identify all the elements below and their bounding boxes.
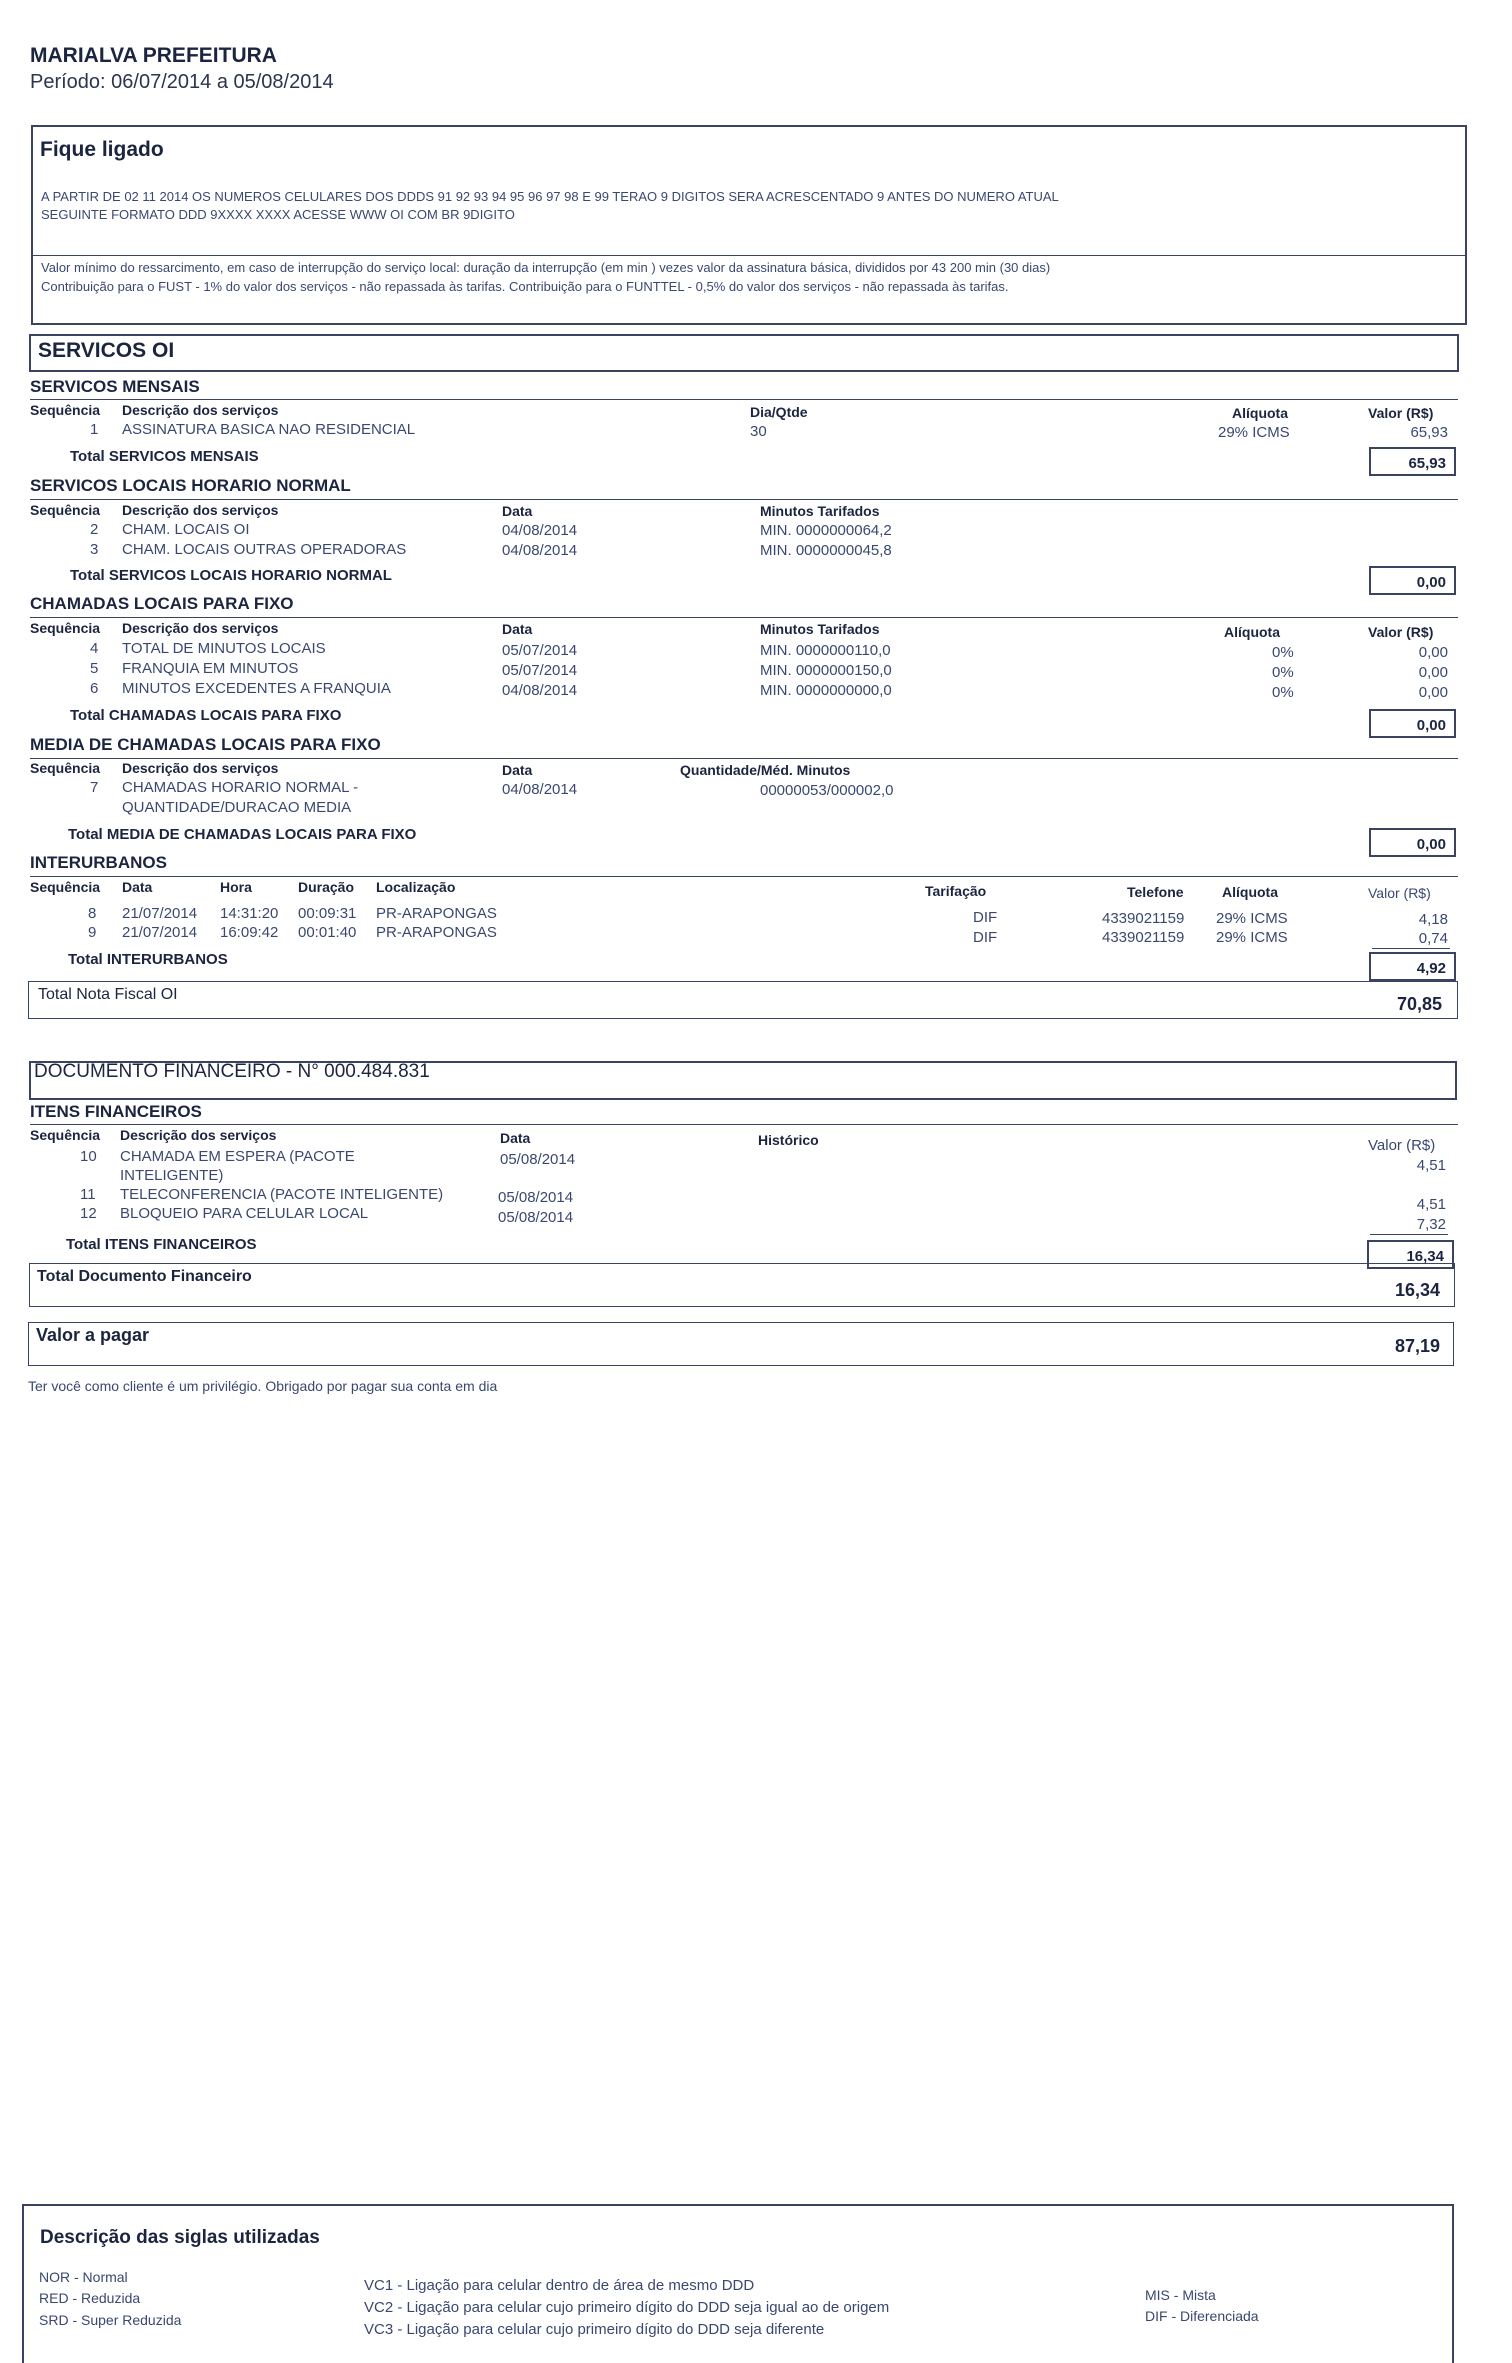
col-header-seq: Sequência (30, 620, 101, 636)
row-localizacao: PR-ARAPONGAS (376, 905, 497, 922)
row-dia: 30 (750, 423, 767, 440)
row-duracao: 00:09:31 (298, 905, 357, 922)
sigla-dif: DIF - Diferenciada (1145, 2308, 1259, 2324)
row-data: 04/08/2014 (502, 542, 578, 559)
row-valor: 0,74 (1418, 930, 1448, 947)
row-seq: 10 (80, 1148, 97, 1165)
sum-underline (1372, 948, 1450, 949)
itens-financeiros-title: ITENS FINANCEIROS (30, 1102, 202, 1121)
col-header-minutos: Minutos Tarifados (760, 621, 880, 637)
divider (30, 1124, 1458, 1125)
notice-line-4: Contribuição para o FUST - 1% do valor dos serviços - não repassada às tarifas. Contribuição para o FUNTTEL - 0,5% do valor dos serviços - não repassada às tarifas. (41, 279, 1009, 294)
row-duracao: 00:01:40 (298, 924, 357, 941)
col-header-seq: Sequência (30, 1127, 101, 1143)
thanks-message: Ter você como cliente é um privilégio. Obrigado por pagar sua conta em dia (28, 1378, 498, 1394)
total-label-locais: Total SERVICOS LOCAIS HORARIO NORMAL (70, 567, 392, 584)
row-aliquota: 0% (1272, 664, 1294, 681)
row-aliquota: 0% (1272, 644, 1294, 661)
col-header-valor: Valor (R$) (1368, 885, 1431, 901)
row-seq: 5 (90, 660, 99, 677)
row-seq: 6 (90, 680, 99, 697)
row-tarifacao: DIF (973, 909, 998, 926)
row-desc: FRANQUIA EM MINUTOS (122, 660, 299, 677)
col-header-data: Data (502, 621, 533, 637)
valor-a-pagar-value: 87,19 (1394, 1336, 1440, 1356)
row-valor: 0,00 (1418, 644, 1448, 661)
row-desc: TELECONFERENCIA (PACOTE INTELIGENTE) (120, 1186, 444, 1203)
divider (30, 876, 1458, 877)
row-desc-line-2: INTELIGENTE) (120, 1167, 224, 1184)
col-header-valor: Valor (R$) (1368, 405, 1434, 421)
sum-underline (1370, 1234, 1448, 1235)
row-seq: 9 (88, 924, 97, 941)
row-data: 04/08/2014 (502, 781, 578, 798)
row-data: 05/07/2014 (502, 642, 578, 659)
col-header-seq: Sequência (30, 502, 101, 518)
col-header-dia: Dia/Qtde (750, 404, 808, 420)
section-title-servicos-oi: SERVICOS OI (38, 339, 175, 362)
col-header-telefone: Telefone (1127, 884, 1184, 900)
servicos-locais-title: SERVICOS LOCAIS HORARIO NORMAL (30, 476, 351, 495)
notice-line-1: A PARTIR DE 02 11 2014 OS NUMEROS CELULARES DOS DDDS 91 92 93 94 95 96 97 98 E 99 TERAO 9 DIGITOS SERA ACRESCENTADO 9 ANTES DO NUMERO ATUAL (41, 189, 1059, 204)
col-header-aliquota: Alíquota (1232, 405, 1288, 421)
col-header-aliquota: Alíquota (1224, 624, 1280, 640)
row-aliquota: 29% ICMS (1216, 910, 1288, 927)
documento-total-label: Total Documento Financeiro (37, 1268, 252, 1285)
col-header-data: Data (502, 503, 533, 519)
row-data: 05/07/2014 (502, 662, 578, 679)
total-label-mensais: Total SERVICOS MENSAIS (70, 448, 259, 465)
siglas-title: Descrição das siglas utilizadas (40, 2227, 320, 2248)
col-header-seq: Sequência (30, 402, 101, 418)
row-aliquota: 29% ICMS (1218, 424, 1290, 441)
row-aliquota: 0% (1272, 684, 1294, 701)
row-data: 05/08/2014 (498, 1209, 574, 1226)
valor-a-pagar-label: Valor a pagar (36, 1325, 150, 1345)
col-header-aliquota: Alíquota (1222, 884, 1278, 900)
row-tarifacao: DIF (973, 929, 998, 946)
section-header-servicos-oi (29, 334, 1459, 372)
media-chamadas-title: MEDIA DE CHAMADAS LOCAIS PARA FIXO (30, 735, 381, 754)
row-hora: 16:09:42 (220, 924, 279, 941)
col-header-quantidade: Quantidade/Méd. Minutos (680, 762, 851, 778)
col-header-desc: Descrição dos serviços (122, 402, 279, 418)
total-value-mensais: 65,93 (1369, 447, 1456, 476)
total-label-interurbanos: Total INTERURBANOS (68, 951, 228, 968)
row-telefone: 4339021159 (1102, 929, 1185, 946)
billing-period: Período: 06/07/2014 a 05/08/2014 (30, 71, 334, 93)
col-header-data: Data (502, 762, 533, 778)
total-value-media: 0,00 (1369, 828, 1456, 857)
row-minutos: MIN. 0000000150,0 (760, 662, 892, 679)
col-header-desc: Descrição dos serviços (122, 760, 279, 776)
documento-total-value: 16,34 (1394, 1280, 1440, 1300)
col-header-data: Data (500, 1130, 531, 1146)
row-minutos: MIN. 0000000045,8 (760, 542, 892, 559)
row-seq: 7 (90, 779, 99, 796)
row-valor: 4,51 (1416, 1157, 1446, 1174)
col-header-localizacao: Localização (376, 879, 456, 895)
total-value-locais: 0,00 (1369, 566, 1456, 595)
notice-line-2: SEGUINTE FORMATO DDD 9XXXX XXXX ACESSE WWW OI COM BR 9DIGITO (41, 207, 515, 222)
row-desc: CHAM. LOCAIS OI (122, 521, 250, 538)
col-header-valor: Valor (R$) (1368, 624, 1434, 640)
divider (30, 499, 1458, 500)
row-telefone: 4339021159 (1102, 910, 1185, 927)
sigla-vc3: VC3 - Ligação para celular cujo primeiro dígito do DDD seja diferente (364, 2321, 825, 2338)
row-aliquota: 29% ICMS (1216, 929, 1288, 946)
col-header-data: Data (122, 879, 153, 895)
row-desc-line-1: CHAMADAS HORARIO NORMAL - (122, 779, 359, 796)
row-desc: TOTAL DE MINUTOS LOCAIS (122, 640, 326, 657)
notice-title: Fique ligado (40, 138, 164, 161)
col-header-historico: Histórico (758, 1132, 819, 1148)
col-header-valor: Valor (R$) (1368, 1137, 1436, 1154)
row-quantidade: 00000053/000002,0 (760, 782, 894, 799)
row-minutos: MIN. 0000000000,0 (760, 682, 892, 699)
row-valor: 7,32 (1416, 1216, 1446, 1233)
col-header-seq: Sequência (30, 760, 101, 776)
sigla-vc1: VC1 - Ligação para celular dentro de área de mesmo DDD (364, 2277, 755, 2294)
col-header-minutos: Minutos Tarifados (760, 503, 880, 519)
row-desc: BLOQUEIO PARA CELULAR LOCAL (120, 1205, 369, 1222)
col-header-seq: Sequência (30, 879, 101, 895)
divider (30, 758, 1458, 759)
row-seq: 2 (90, 521, 99, 538)
divider (30, 617, 1458, 618)
row-data: 21/07/2014 (122, 924, 198, 941)
row-valor: 0,00 (1418, 684, 1448, 701)
total-label-itens: Total ITENS FINANCEIROS (66, 1236, 257, 1253)
row-hora: 14:31:20 (220, 905, 279, 922)
total-value-interurbanos: 4,92 (1369, 952, 1456, 981)
notice-divider (33, 255, 1465, 256)
valor-a-pagar-box (28, 1322, 1454, 1366)
total-value-itens: 16,34 (1367, 1240, 1454, 1269)
row-minutos: MIN. 0000000110,0 (760, 642, 891, 659)
row-seq: 3 (90, 541, 99, 558)
row-seq: 12 (80, 1205, 97, 1222)
company-title: MARIALVA PREFEITURA (30, 44, 277, 67)
col-header-desc: Descrição dos serviços (122, 502, 279, 518)
row-seq: 8 (88, 905, 97, 922)
row-valor: 65,93 (1410, 424, 1448, 441)
sigla-vc2: VC2 - Ligação para celular cujo primeiro dígito do DDD seja igual ao de origem (364, 2299, 890, 2316)
interurbanos-title: INTERURBANOS (30, 853, 167, 872)
notice-line-3: Valor mínimo do ressarcimento, em caso de interrupção do serviço local: duração da interrupção (em min ) vezes valor da assinatura básica, divididos por 43 200 min (30 dias) (41, 260, 1051, 275)
total-label-fixo: Total CHAMADAS LOCAIS PARA FIXO (70, 707, 342, 724)
row-seq: 1 (90, 421, 99, 438)
servicos-mensais-title: SERVICOS MENSAIS (30, 377, 200, 396)
chamadas-fixo-title: CHAMADAS LOCAIS PARA FIXO (30, 594, 294, 613)
nota-fiscal-label: Total Nota Fiscal OI (38, 986, 178, 1003)
total-label-media: Total MEDIA DE CHAMADAS LOCAIS PARA FIXO (68, 826, 417, 843)
financeiro-title: DOCUMENTO FINANCEIRO - N° 000.484.831 (34, 1061, 430, 1082)
row-minutos: MIN. 0000000064,2 (760, 522, 892, 539)
row-seq: 4 (90, 640, 99, 657)
row-desc: CHAM. LOCAIS OUTRAS OPERADORAS (122, 541, 407, 558)
row-desc: MINUTOS EXCEDENTES A FRANQUIA (122, 680, 391, 697)
row-desc-line-2: QUANTIDADE/DURACAO MEDIA (122, 799, 352, 816)
col-header-duracao: Duração (298, 879, 355, 895)
row-seq: 11 (80, 1186, 96, 1203)
row-data: 05/08/2014 (498, 1189, 574, 1206)
row-data: 04/08/2014 (502, 522, 578, 539)
nota-fiscal-total: 70,85 (1396, 994, 1442, 1014)
col-header-hora: Hora (220, 879, 252, 895)
row-valor: 0,00 (1418, 664, 1448, 681)
row-desc-line-1: CHAMADA EM ESPERA (PACOTE (120, 1148, 355, 1165)
sigla-nor: NOR - Normal (39, 2269, 128, 2285)
row-valor: 4,51 (1416, 1196, 1446, 1213)
sigla-srd: SRD - Super Reduzida (39, 2312, 182, 2328)
total-value-fixo: 0,00 (1369, 709, 1456, 738)
sigla-red: RED - Reduzida (39, 2290, 141, 2306)
sigla-mis: MIS - Mista (1145, 2287, 1216, 2303)
col-header-tarifacao: Tarifação (925, 883, 987, 899)
row-localizacao: PR-ARAPONGAS (376, 924, 497, 941)
row-data: 21/07/2014 (122, 905, 198, 922)
col-header-desc: Descrição dos serviços (120, 1127, 277, 1143)
nota-fiscal-total-box (28, 981, 1458, 1019)
row-data: 05/08/2014 (500, 1151, 576, 1168)
notice-box (31, 125, 1467, 325)
divider (30, 399, 1458, 400)
row-valor: 4,18 (1418, 911, 1448, 928)
col-header-desc: Descrição dos serviços (122, 620, 279, 636)
row-data: 04/08/2014 (502, 682, 578, 699)
row-desc: ASSINATURA BASICA NAO RESIDENCIAL (122, 421, 416, 438)
